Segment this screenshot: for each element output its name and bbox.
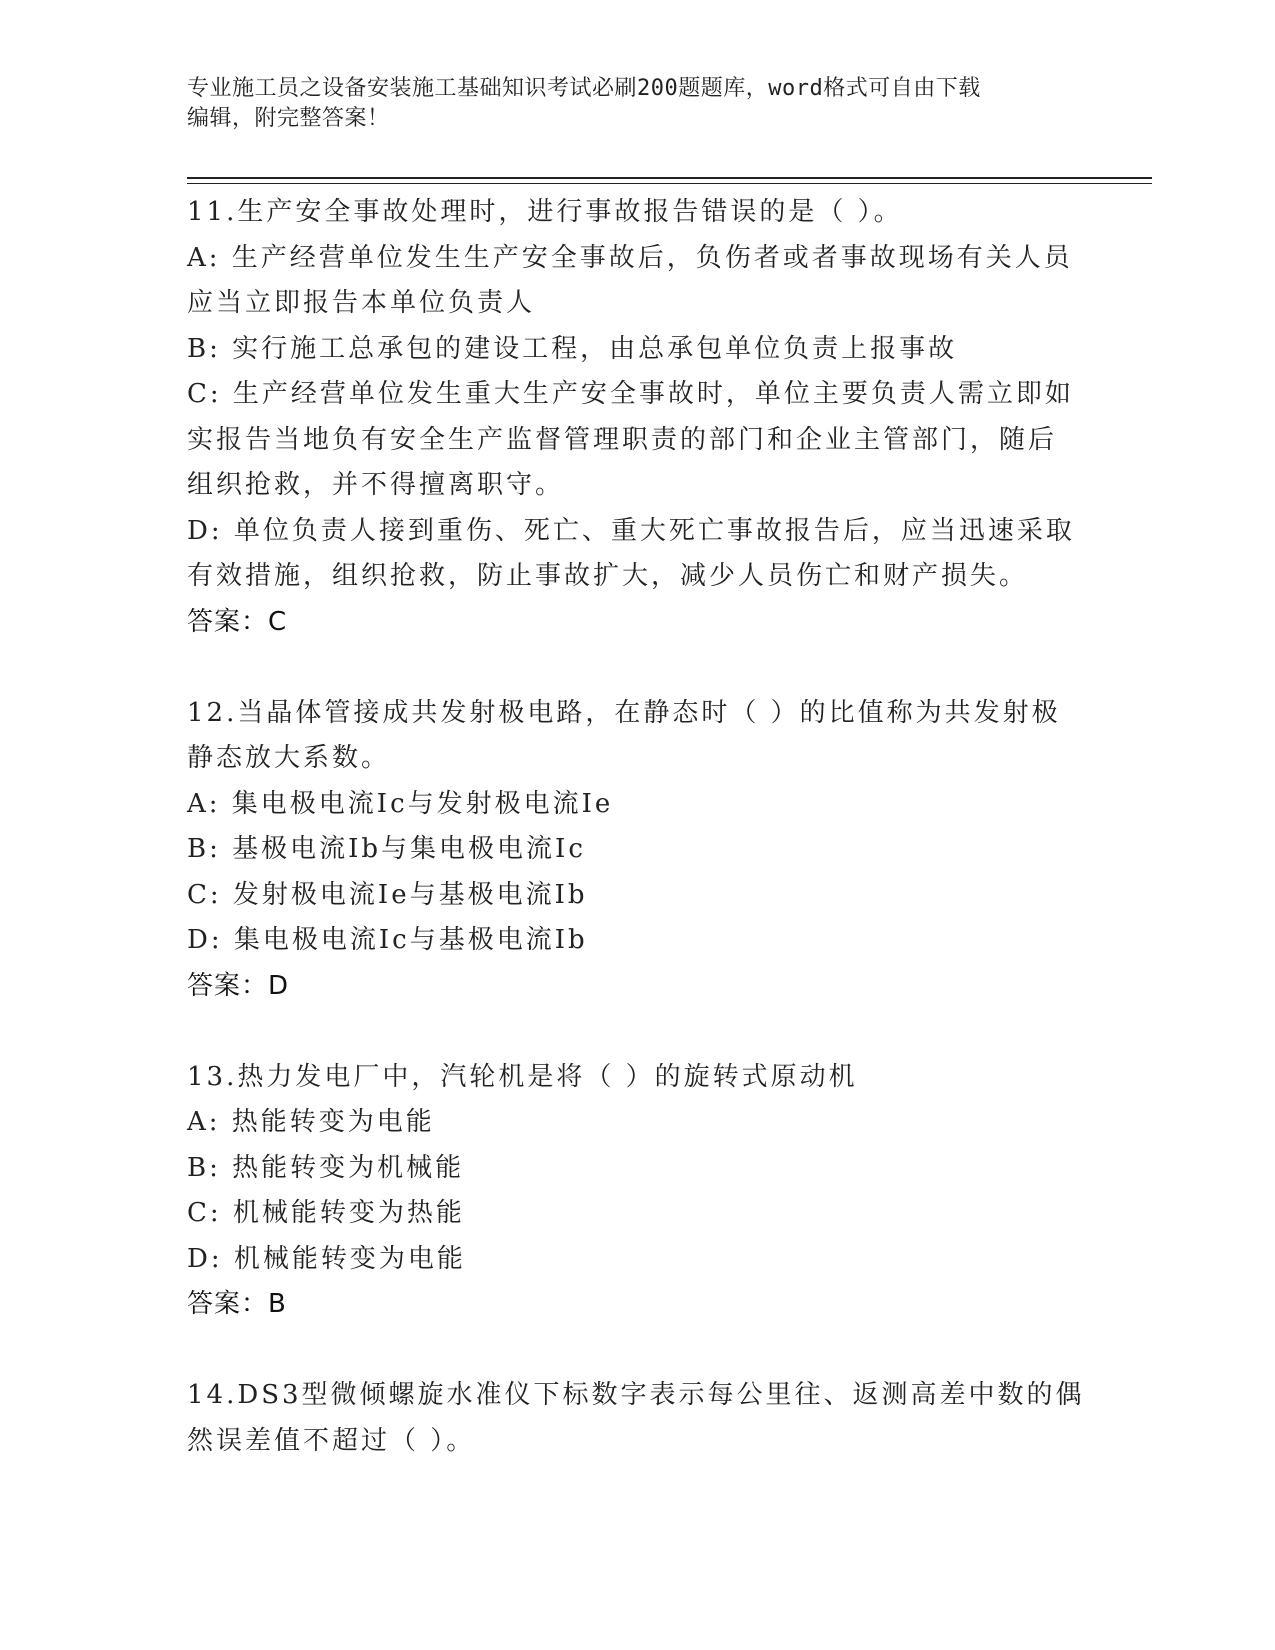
answer-option: B: 基极电流Ib与集电极电流Ic [187,834,586,864]
answer-option: A: 热能转变为电能 [187,1107,435,1137]
question-spacer [187,645,1087,691]
question-spacer [187,1328,1087,1374]
answer-option: D: 单位负责人接到重伤、死亡、重大死亡事故报告后，应当迅速采取 [187,515,1075,546]
answer-option: D: 集电极电流Ic与基极电流Ib [187,925,588,955]
question-spacer [187,1009,1087,1055]
header-line-2: 编辑，附完整答案！ [187,106,390,131]
answer-option: C: 机械能转变为热能 [187,1198,465,1228]
question-stem: 11.生产安全事故处理时，进行事故报告错误的是（ ）。 [187,197,903,227]
question-stem: 12.当晶体管接成共发射极电路，在静态时（ ）的比值称为共发射极 [187,697,1061,728]
question-block [187,1055,1087,1328]
question-block [187,190,1087,645]
answer-option: D: 机械能转变为电能 [187,1243,466,1274]
answer-option: 有效措施，组织抢救，防止事故扩大，减少人员伤亡和财产损失。 [187,561,1029,591]
answer-option: B: 热能转变为机械能 [187,1152,465,1183]
answer-option: B: 实行施工总承包的建设工程，由总承包单位负责上报事故 [187,333,958,364]
header-divider-thick [187,177,1152,179]
answer-option: 组织抢救，并不得擅离职守。 [187,470,565,500]
question-list [187,190,1087,1464]
question-stem: 13.热力发电厂中，汽轮机是将（ ）的旋转式原动机 [187,1061,858,1092]
answer-key: 答案：D [187,970,290,1001]
header-line-1: 专业施工员之设备安装施工基础知识考试必刷200题题库，word格式可自由下载 [187,76,981,101]
answer-option: A: 生产经营单位发生生产安全事故后，负伤者或者事故现场有关人员 [187,242,1073,273]
answer-key: 答案：B [187,1289,287,1319]
question-stem: 然误差值不超过（ ）。 [187,1425,476,1456]
answer-key: 答案：C [187,606,288,637]
question-stem: 静态放大系数。 [187,743,391,773]
question-block [187,1373,1087,1464]
answer-option: 实报告当地负有安全生产监督管理职责的部门和企业主管部门，随后 [187,424,1058,455]
question-block [187,691,1087,1010]
question-stem: 14.DS3型微倾螺旋水准仪下标数字表示每公里往、返测高差中数的偶 [187,1380,1085,1410]
answer-option: 应当立即报告本单位负责人 [187,288,536,318]
answer-option: C: 生产经营单位发生重大生产安全事故时，单位主要负责人需立即如 [187,379,1074,409]
answer-option: C: 发射极电流Ie与基极电流Ib [187,879,588,910]
document-header [187,74,1067,134]
header-divider-thin [187,183,1152,184]
answer-option: A: 集电极电流Ic与发射极电流Ie [187,788,614,819]
